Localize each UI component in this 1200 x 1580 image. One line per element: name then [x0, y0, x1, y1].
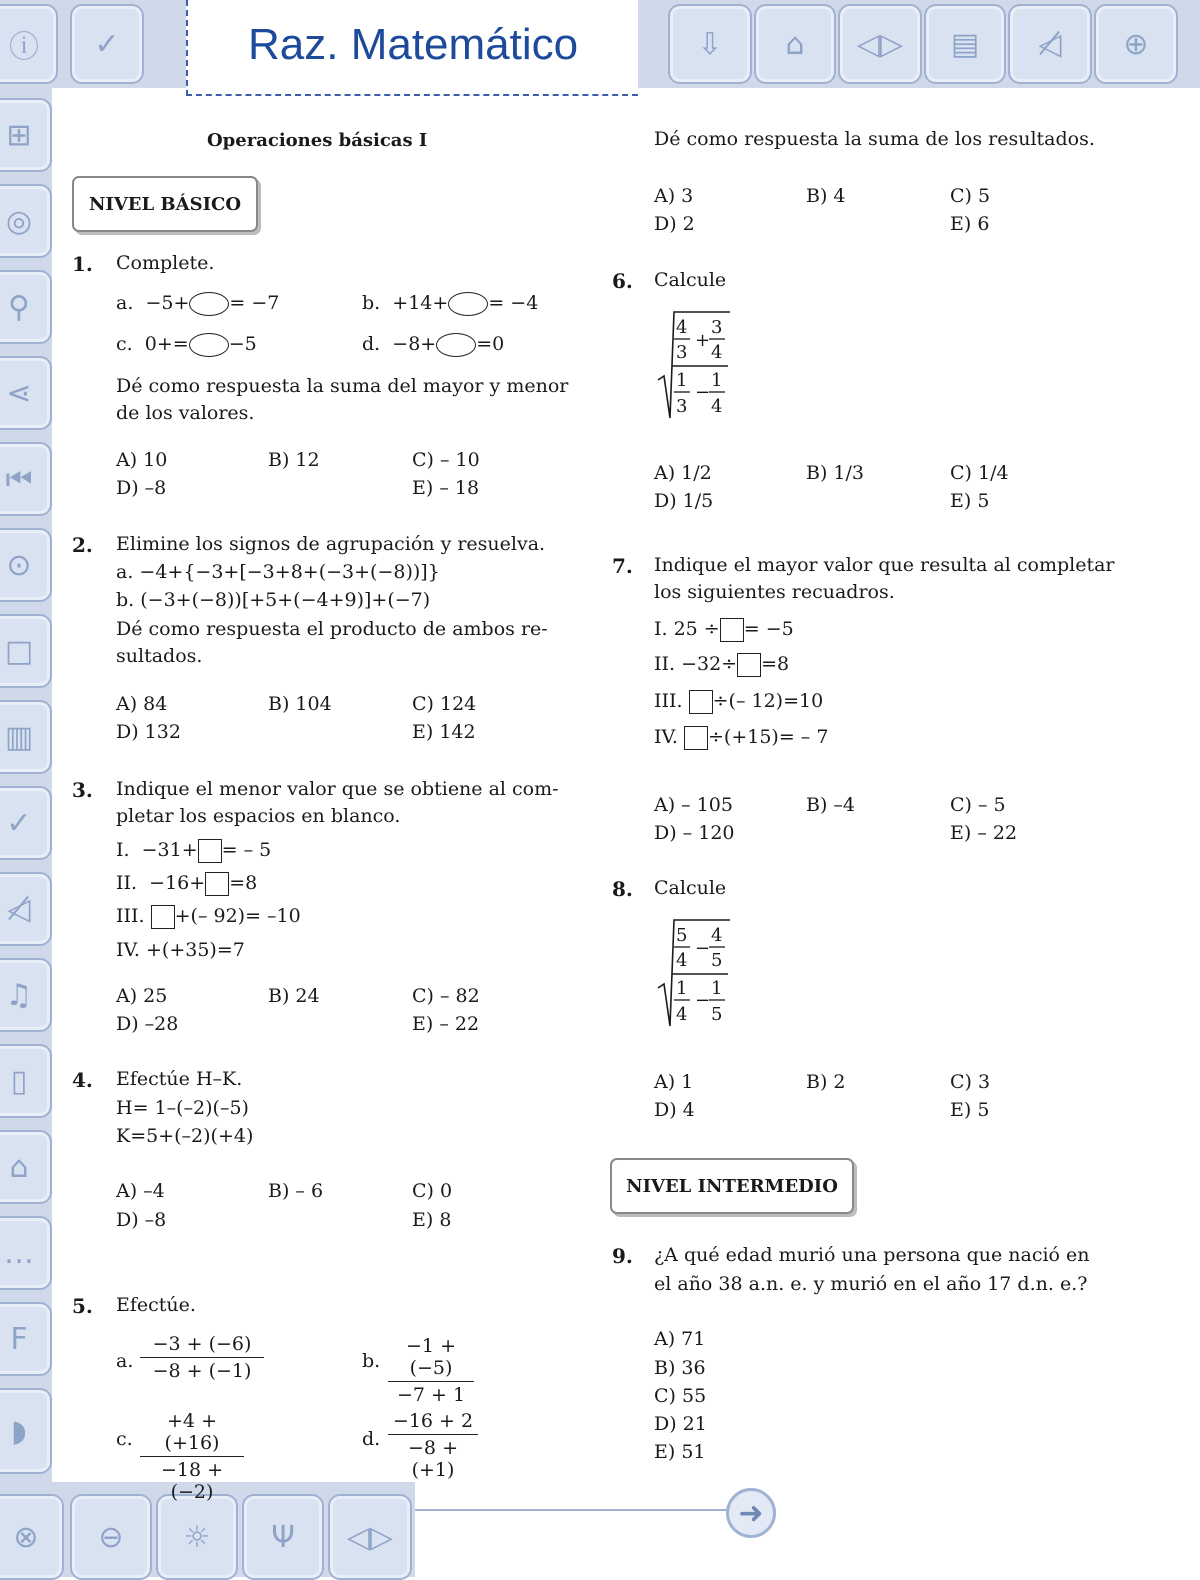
level-intermediate-badge: NIVEL INTERMEDIO [610, 1158, 854, 1214]
option-d[interactable]: D) 4 [654, 1099, 695, 1121]
antenna-icon[interactable]: Ψ [242, 1494, 324, 1580]
option-c[interactable]: C) – 5 [950, 794, 1006, 816]
option-d[interactable]: D) 132 [116, 721, 181, 743]
option-e[interactable]: E) 8 [412, 1209, 452, 1231]
usb-icon[interactable]: ⌂ [754, 4, 836, 84]
fraction-label: a. [116, 1350, 134, 1372]
q8-bot-num2: 1 [711, 978, 723, 999]
option-c[interactable]: C) – 82 [412, 985, 480, 1007]
question-number: 1. [72, 252, 93, 276]
info-icon[interactable]: ⓘ [0, 4, 58, 84]
facebook-icon[interactable]: F [0, 1302, 52, 1376]
question-stem: Complete. [116, 252, 215, 274]
question-stem: el año 38 a.n. e. y murió en el año 17 d.n. e.? [654, 1273, 1088, 1295]
blank-box[interactable] [198, 839, 222, 863]
q8-bot-num1: 1 [676, 978, 688, 999]
option-e[interactable]: E) – 22 [412, 1013, 480, 1035]
target-icon[interactable]: ⊙ [0, 528, 52, 602]
option-a[interactable]: A) – 105 [654, 794, 733, 816]
q6-top-op: + [695, 330, 711, 351]
share-icon[interactable]: ⋖ [0, 356, 52, 430]
page-title: Raz. Matemático [248, 20, 579, 69]
section-heading: Operaciones básicas I [207, 130, 428, 151]
q6-bot-den1: 3 [676, 396, 688, 417]
blank-box[interactable] [737, 653, 761, 677]
mute-icon[interactable]: ◁̸ [1008, 4, 1092, 84]
option-d[interactable]: D) –8 [116, 1209, 167, 1231]
instruction-line: sultados. [116, 645, 203, 667]
signal-icon[interactable]: ◗ [0, 1388, 52, 1474]
option-c[interactable]: C) 55 [654, 1385, 707, 1407]
instruction-line: Dé como respuesta el producto de ambos re- [116, 618, 548, 640]
option-e[interactable]: E) – 18 [412, 477, 480, 499]
option-b[interactable]: B) –4 [806, 794, 856, 816]
option-d[interactable]: D) 21 [654, 1413, 707, 1435]
next-page-button[interactable] [726, 1488, 776, 1538]
option-c[interactable]: C) 124 [412, 693, 477, 715]
q3-item-i: I. −31+ = – 5 [116, 839, 272, 861]
question-stem: Elimine los signos de agrupación y resuelva. [116, 533, 546, 555]
q2-item-a: a. −4+{−3+[−3+8+(−3+(−8))]} [116, 561, 440, 583]
option-a[interactable]: A) –4 [116, 1180, 165, 1202]
q8-radical-expression [656, 916, 736, 1030]
question-number: 6. [612, 269, 633, 293]
question-stem: Efectúe H–K. [116, 1068, 243, 1090]
instruction-line: Dé como respuesta la suma de los resultados. [654, 128, 1095, 150]
option-b[interactable]: B) 1/3 [806, 462, 864, 484]
page-body-footer [415, 1482, 1200, 1577]
q1-item-b: b. +14+ = −4 [362, 292, 539, 314]
question-number: 4. [72, 1068, 93, 1092]
q4-k-definition: K=5+(–2)(+4) [116, 1125, 254, 1147]
question-number: 3. [72, 778, 93, 802]
nav-line [415, 1509, 735, 1511]
option-b[interactable]: B) 2 [806, 1071, 846, 1093]
question-stem: Indique el mayor valor que resulta al completar [654, 554, 1115, 576]
q8-top-op: − [695, 938, 711, 959]
option-e[interactable]: E) – 22 [950, 822, 1018, 844]
fraction-d: $\frac{-16 + 2}{-8 + (+1)}$ [388, 1410, 478, 1481]
option-b[interactable]: B) – 6 [268, 1180, 324, 1202]
q1-item-c: c. 0+= −5 [116, 333, 257, 355]
usb-icon[interactable]: ⚲ [0, 270, 52, 344]
q6-radical-expression [656, 308, 736, 422]
cart-icon[interactable]: ⊞ [0, 98, 52, 172]
q6-top-den1: 3 [676, 342, 688, 363]
q6-top-den2: 4 [711, 342, 723, 363]
q8-top-num2: 4 [711, 925, 723, 946]
option-c[interactable]: C) 1/4 [950, 462, 1009, 484]
book-icon[interactable]: ▤ [924, 4, 1006, 84]
option-a[interactable]: A) 10 [116, 449, 168, 471]
option-a[interactable]: A) 1 [654, 1071, 694, 1093]
blank-box[interactable] [720, 618, 744, 642]
q8-top-den1: 4 [676, 950, 688, 971]
q6-bot-num2: 1 [711, 370, 723, 391]
brightness-icon[interactable]: ☼ [156, 1494, 238, 1580]
blank-oval[interactable] [436, 333, 476, 357]
blank-box[interactable] [151, 905, 175, 929]
q1-item-a: a. −5+ = −7 [116, 292, 280, 314]
question-stem: Calcule [654, 269, 727, 291]
title-box [186, 0, 638, 96]
option-b[interactable]: B) 12 [268, 449, 320, 471]
option-b[interactable]: B) 24 [268, 985, 320, 1007]
q4-h-definition: H= 1–(–2)(–5) [116, 1097, 249, 1119]
q6-top-num2: 3 [711, 317, 723, 338]
q6-top-num1: 4 [676, 317, 688, 338]
music-icon[interactable]: ♫ [0, 958, 52, 1032]
q2-item-b: b. (−3+(−8))[+5+(−4+9)]+(−7) [116, 589, 431, 611]
question-number: 2. [72, 533, 93, 557]
instruction-line: Dé como respuesta la suma del mayor y menor [116, 375, 569, 397]
fraction-label: d. [362, 1428, 381, 1450]
option-d[interactable]: D) –28 [116, 1013, 179, 1035]
minus-icon[interactable]: ⊖ [70, 1494, 152, 1580]
check-icon[interactable]: ✓ [70, 4, 144, 84]
question-number: 8. [612, 877, 633, 901]
option-b[interactable]: B) 36 [654, 1357, 706, 1379]
blank-box[interactable] [689, 690, 713, 714]
home-icon[interactable]: ⌂ [0, 1130, 52, 1204]
q8-bot-op: − [695, 990, 711, 1011]
q6-bot-num1: 1 [676, 370, 688, 391]
question-stem: Efectúe. [116, 1294, 196, 1316]
question-stem: los siguientes recuadros. [654, 581, 895, 603]
q3-item-iv: IV. +(+35)=7 [116, 939, 245, 961]
blank-box[interactable] [684, 726, 708, 750]
level-basic-badge: NIVEL BÁSICO [72, 176, 258, 232]
question-number: 5. [72, 1294, 93, 1318]
q8-bot-den2: 5 [711, 1004, 723, 1025]
zoom-icon[interactable]: ⊕ [1094, 4, 1178, 84]
q7-item-iv: IV. ÷(+15)= – 7 [654, 726, 829, 748]
option-a[interactable]: A) 1/2 [654, 462, 712, 484]
q7-item-i: I. 25 ÷ = −5 [654, 618, 794, 640]
q6-bot-den2: 4 [711, 396, 723, 417]
option-a[interactable]: A) 84 [116, 693, 168, 715]
instruction-line: de los valores. [116, 402, 255, 424]
fraction-b: $\frac{-1 + (-5)}{-7 + 1}$ [388, 1335, 474, 1406]
bars-icon[interactable]: ▥ [0, 700, 52, 774]
option-c[interactable]: C) 5 [950, 185, 991, 207]
square-icon[interactable]: □ [0, 614, 52, 688]
option-b[interactable]: B) 104 [268, 693, 332, 715]
question-number: 7. [612, 554, 633, 578]
question-number: 9. [612, 1244, 633, 1268]
fraction-a: $\frac{-3 + (-6)}{-8 + (-1)}$ [140, 1333, 264, 1382]
mute-icon[interactable]: ◁̸ [0, 872, 52, 946]
option-e[interactable]: E) 142 [412, 721, 476, 743]
option-a[interactable]: A) 25 [116, 985, 168, 1007]
prev-next-icon[interactable]: ◁▷ [328, 1494, 412, 1580]
fraction-label: c. [116, 1428, 133, 1450]
option-d[interactable]: D) 2 [654, 213, 695, 235]
disc-icon[interactable]: ◎ [0, 184, 52, 258]
option-d[interactable]: D) 1/5 [654, 490, 714, 512]
blank-oval[interactable] [189, 292, 229, 316]
arrow-right-icon: ➜ [738, 1495, 764, 1531]
rewind-icon[interactable]: ⏮ [0, 442, 52, 516]
option-c[interactable]: C) – 10 [412, 449, 480, 471]
option-c[interactable]: C) 0 [412, 1180, 453, 1202]
option-a[interactable]: A) 3 [654, 185, 694, 207]
option-e[interactable]: E) 5 [950, 490, 990, 512]
q1-item-d: d. −8+ =0 [362, 333, 505, 355]
option-b[interactable]: B) 4 [806, 185, 846, 207]
q3-item-iii: III. +(– 92)= –10 [116, 905, 301, 927]
prev-next-icon[interactable]: ◁▷ [838, 4, 922, 84]
chat-icon[interactable]: … [0, 1216, 52, 1290]
q8-top-num1: 5 [676, 925, 688, 946]
question-stem: pletar los espacios en blanco. [116, 805, 401, 827]
blank-box[interactable] [205, 872, 229, 896]
q7-item-ii: II. −32÷ =8 [654, 653, 790, 675]
option-e[interactable]: E) 5 [950, 1099, 990, 1121]
option-e[interactable]: E) 6 [950, 213, 990, 235]
download-icon[interactable]: ⇩ [668, 4, 752, 84]
option-c[interactable]: C) 3 [950, 1071, 991, 1093]
fraction-c: $\frac{+4 + (+16)}{-18 + (-2)}$ [140, 1410, 244, 1503]
fraction-label: b. [362, 1350, 381, 1372]
question-stem: Calcule [654, 877, 727, 899]
q7-item-iii: III. ÷(– 12)=10 [654, 690, 824, 712]
option-d[interactable]: D) –8 [116, 477, 167, 499]
card-icon[interactable]: ▯ [0, 1044, 52, 1118]
blank-oval[interactable] [448, 292, 488, 316]
check-icon[interactable]: ✓ [0, 786, 52, 860]
q8-bot-den1: 4 [676, 1004, 688, 1025]
question-stem: ¿A qué edad murió una persona que nació en [654, 1244, 1090, 1266]
option-a[interactable]: A) 71 [654, 1328, 706, 1350]
option-d[interactable]: D) – 120 [654, 822, 735, 844]
q6-bot-op: − [695, 382, 711, 403]
option-e[interactable]: E) 51 [654, 1441, 706, 1463]
blank-oval[interactable] [189, 333, 229, 357]
q8-top-den2: 5 [711, 950, 723, 971]
close-icon[interactable]: ⊗ [0, 1494, 64, 1580]
q3-item-ii: II. −16+ =8 [116, 872, 258, 894]
question-stem: Indique el menor valor que se obtiene al com- [116, 778, 559, 800]
